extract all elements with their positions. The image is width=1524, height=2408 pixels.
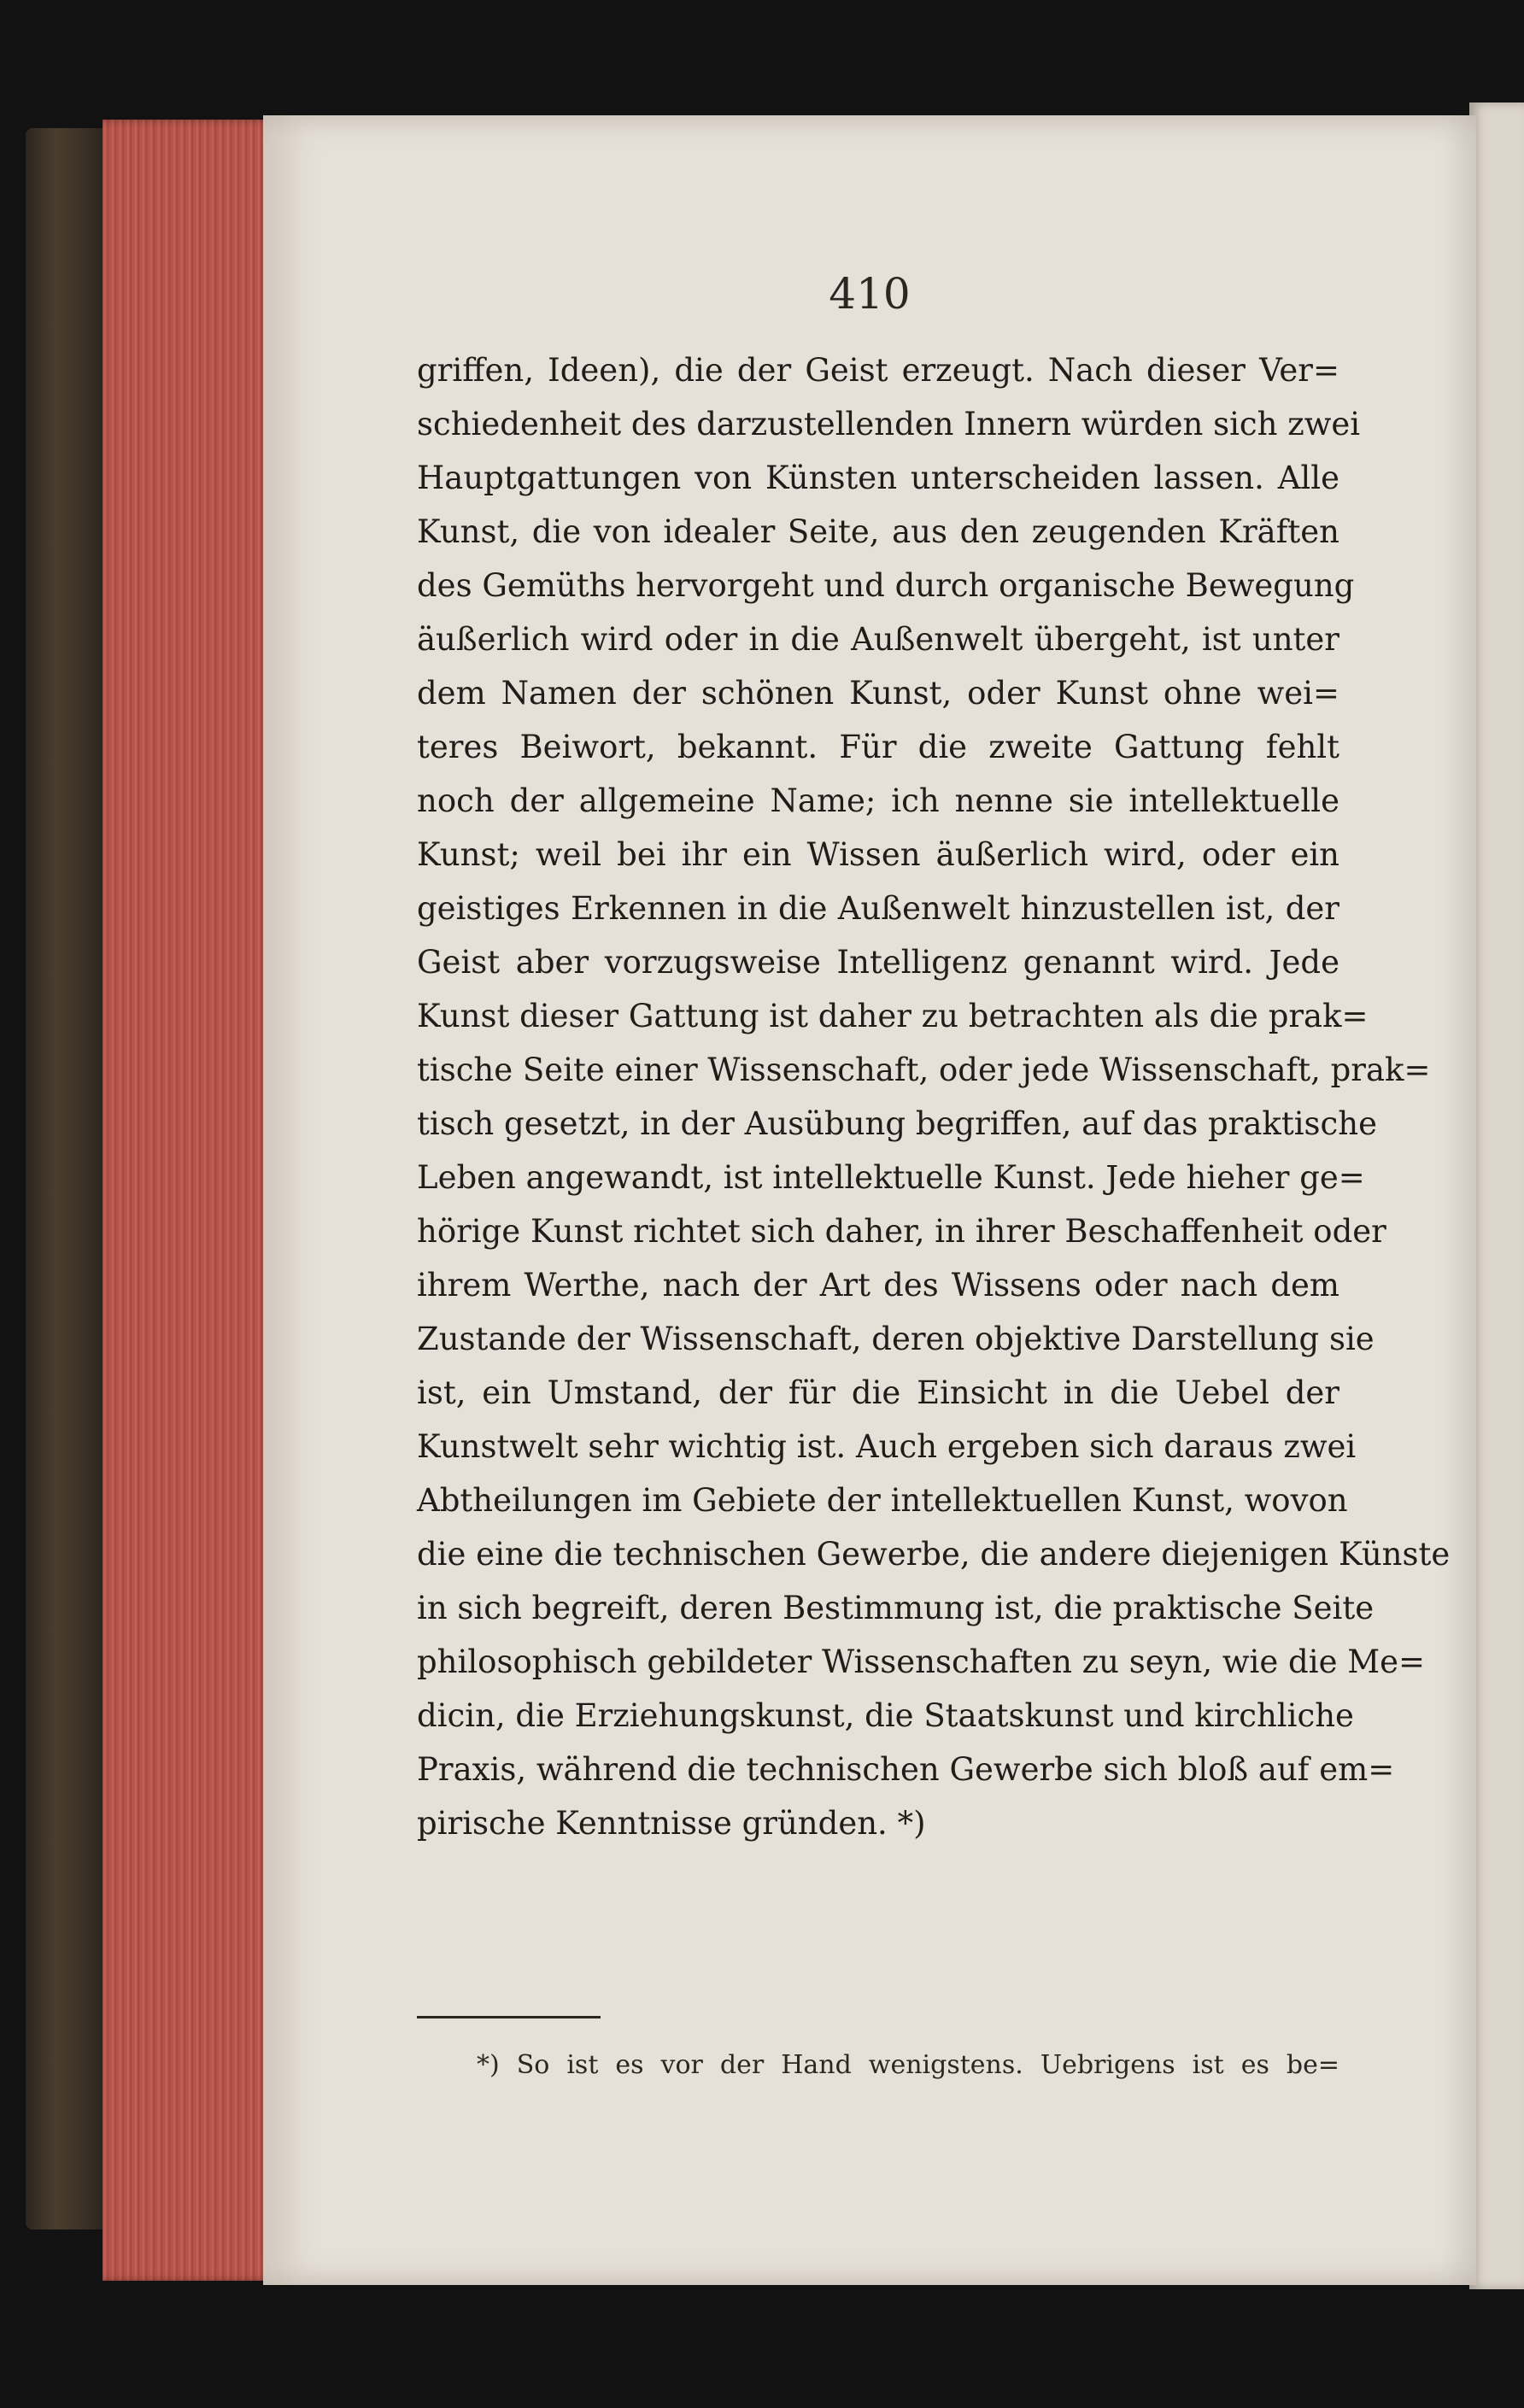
text-line: Kunst; weil bei ihr ein Wissen äußerlich wird, oder ein [417,836,1339,873]
body-text [417,343,1451,1850]
text-line: philosophisch gebildeter Wissenschaften zu seyn, wie die Me= [417,1643,1426,1680]
red-page-edges [103,120,273,2281]
text-line: hörige Kunst richtet sich daher, in ihrer Beschaffenheit oder [417,1213,1386,1250]
footnote: *) So ist es vor der Hand wenigstens. Uebrigens ist es be= [477,2050,1339,2080]
book-page [263,115,1476,2285]
text-line: noch der allgemeine Name; ich nenne sie intellektuelle [417,782,1339,819]
text-line: schiedenheit des darzustellenden Innern würden sich zwei [417,406,1361,442]
text-line-last: pirische Kenntnisse gründen. *) [417,1805,926,1842]
text-line: dem Namen der schönen Kunst, oder Kunst ohne wei= [417,675,1339,712]
text-line: in sich begreift, deren Bestimmung ist, die praktische Seite [417,1590,1375,1626]
text-line: Praxis, während die technischen Gewerbe sich bloß auf em= [417,1751,1395,1788]
text-line: Leben angewandt, ist intellektuelle Kunst. Jede hieher ge= [417,1159,1365,1196]
text-line: äußerlich wird oder in die Außenwelt übergeht, ist unter [417,621,1339,658]
text-line: Zustande der Wissenschaft, deren objektive Darstellung sie [417,1321,1375,1357]
text-line: des Gemüths hervorgeht und durch organische Bewegung [417,567,1355,604]
text-line: teres Beiwort, bekannt. Für die zweite Gattung fehlt [417,729,1339,765]
text-line: tisch gesetzt, in der Ausübung begriffen, auf das praktische [417,1105,1377,1142]
text-line: die eine die technischen Gewerbe, die andere diejenigen Künste [417,1536,1451,1573]
text-line: Kunstwelt sehr wichtig ist. Auch ergeben sich daraus zwei [417,1428,1357,1465]
text-line: griffen, Ideen), die der Geist erzeugt. Nach dieser Ver= [417,352,1339,389]
text-line: Geist aber vorzugsweise Intelligenz genannt wird. Jede [417,944,1339,981]
text-line: ihrem Werthe, nach der Art des Wissens oder nach dem [417,1267,1339,1304]
page-number: 410 [829,269,911,319]
text-line: ist, ein Umstand, der für die Einsicht in die Uebel der [417,1374,1339,1411]
text-line: Kunst, die von idealer Seite, aus den zeugenden Kräften [417,513,1339,550]
text-line: geistiges Erkennen in die Außenwelt hinzustellen ist, der [417,890,1339,927]
text-line: tische Seite einer Wissenschaft, oder jede Wissenschaft, prak= [417,1052,1431,1088]
footnote-rule [417,2016,601,2018]
text-line: Abtheilungen im Gebiete der intellektuellen Kunst, wovon [417,1482,1348,1519]
book-cover-edge [26,128,111,2229]
text-line: Hauptgattungen von Künsten unterscheiden lassen. Alle [417,460,1339,496]
text-line: dicin, die Erziehungskunst, die Staatskunst und kirchliche [417,1697,1354,1734]
facing-page-edge [1469,103,1524,2289]
text-line: Kunst dieser Gattung ist daher zu betrachten als die prak= [417,998,1369,1034]
